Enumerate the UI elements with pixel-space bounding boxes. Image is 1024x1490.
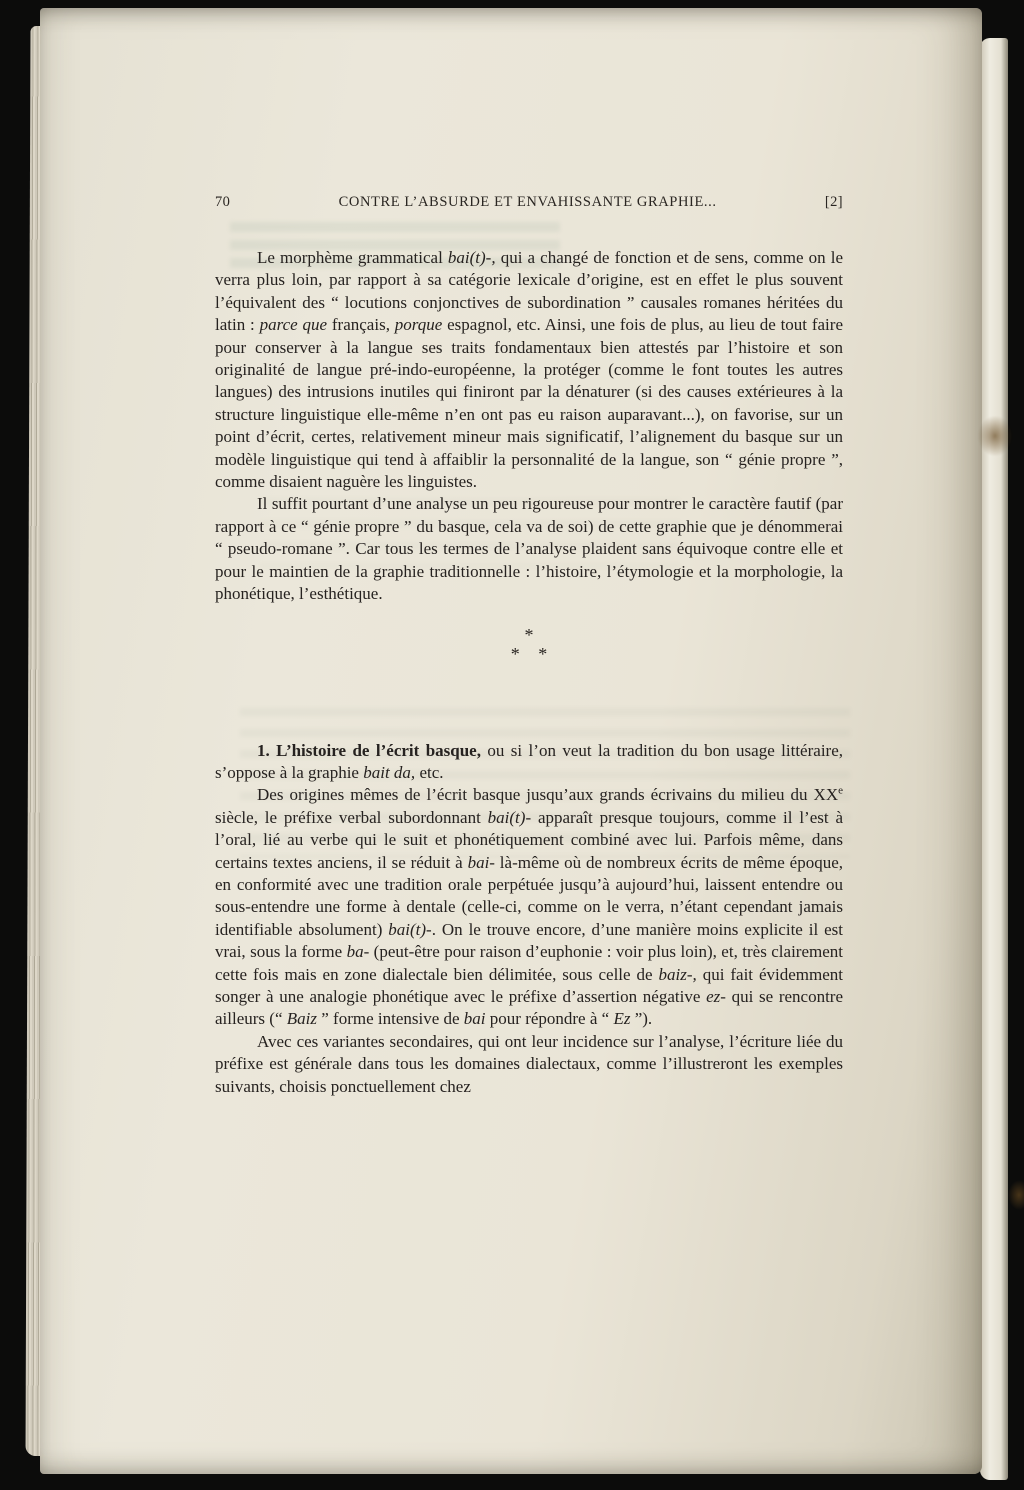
next-page-edge <box>980 38 1008 1480</box>
asterism-separator <box>215 626 843 664</box>
running-title: CONTRE L’ABSURDE ET ENVAHISSANTE GRAPHIE... <box>338 194 717 210</box>
page-number: 70 <box>215 194 231 210</box>
paragraph: Des origines mêmes de l’écrit basque jusqu’aux grands écrivains du milieu du XXe siècle, le préfixe verbal subordonnant bai(t)- apparaît presque toujours, comme il l’est à l’oral, lié au verbe qui le suit et phonétiquement combiné avec lui. Parfois même, dans certains textes anciens, il se réduit à bai- là-même où de nombreux écrits de même époque, en conformité avec une tradition orale perpétuée jusqu’à aujourd’hui, laissent entendre ou sous-entendre une forme à dentale (celle-ci, comme on le verra, n’étant cependant jamais identifiable absolument) bai(t)-. On le trouve encore, d’une manière moins explicite il est vrai, sous la forme ba- (peut-être pour raison d’euphonie : voir plus loin), et, très clairement cette fois mais en zone dialectale bien délimitée, sous celle de baiz-, qui fait évidemment songer à une analogie phonétique avec le préfixe d’assertion négative ez- qui se rencontre ailleurs (“ Baiz ” forme intensive de bai pour répondre à “ Ez ”). <box>215 784 843 1029</box>
section-reference: [2] <box>824 194 843 210</box>
running-head <box>215 194 843 211</box>
body-text <box>215 247 843 1098</box>
book-page <box>40 8 982 1474</box>
asterism-row: * <box>524 624 534 645</box>
paragraph: Le morphème grammatical bai(t)-, qui a changé de fonction et de sens, comme on le verra plus loin, par rapport à sa catégorie lexicale d’origine, est en effet le plus souvent l’équivalent des “ locutions conjonctives de subordination ” causales romanes héritées du latin : parce que français, porque espagnol, etc. Ainsi, une fois de plus, au lieu de tout faire pour conserver à la langue ses traits fondamentaux bien attestés par l’histoire et son originalité de langue pré-indo-européenne, la protéger (comme le font toutes les autres langues) des intrusions inutiles qui finiront par la dénaturer (si des causes extérieures à la structure linguistique elle-même n’en ont pas eu raison auparavant...), on favorise, sur un point d’écrit, certes, relativement mineur mais significatif, l’alignement du basque sur un modèle linguistique qui tend à affaiblir la personnalité de la langue, son “ génie propre ”, comme disaient naguère les linguistes. <box>215 248 843 492</box>
page-content <box>215 194 843 1098</box>
paper-stain <box>1008 1180 1024 1210</box>
paper-stain <box>978 416 1012 456</box>
asterism-row: * * <box>510 643 548 664</box>
paragraph: Avec ces variantes secondaires, qui ont leur incidence sur l’analyse, l’écriture liée du préfixe est générale dans tous les domaines dialectaux, comme l’illustreront les exemples suivants, choisis ponctuellement chez <box>215 1031 843 1096</box>
section-heading-paragraph: 1. L’histoire de l’écrit basque, ou si l’on veut la tradition du bon usage littéraire, s’oppose à la graphie bait da, etc. <box>215 740 843 782</box>
paragraph: Il suffit pourtant d’une analyse un peu rigoureuse pour montrer le caractère fautif (par rapport à ce “ génie propre ” du basque, cela va de soi) de cette graphie que je dénommerai “ pseudo-romane ”. Car tous les termes de l’analyse plaident sans équivoque contre elle et pour le maintien de la graphie traditionnelle : l’histoire, l’étymologie et la morphologie, la phonétique, l’esthétique. <box>215 494 843 604</box>
